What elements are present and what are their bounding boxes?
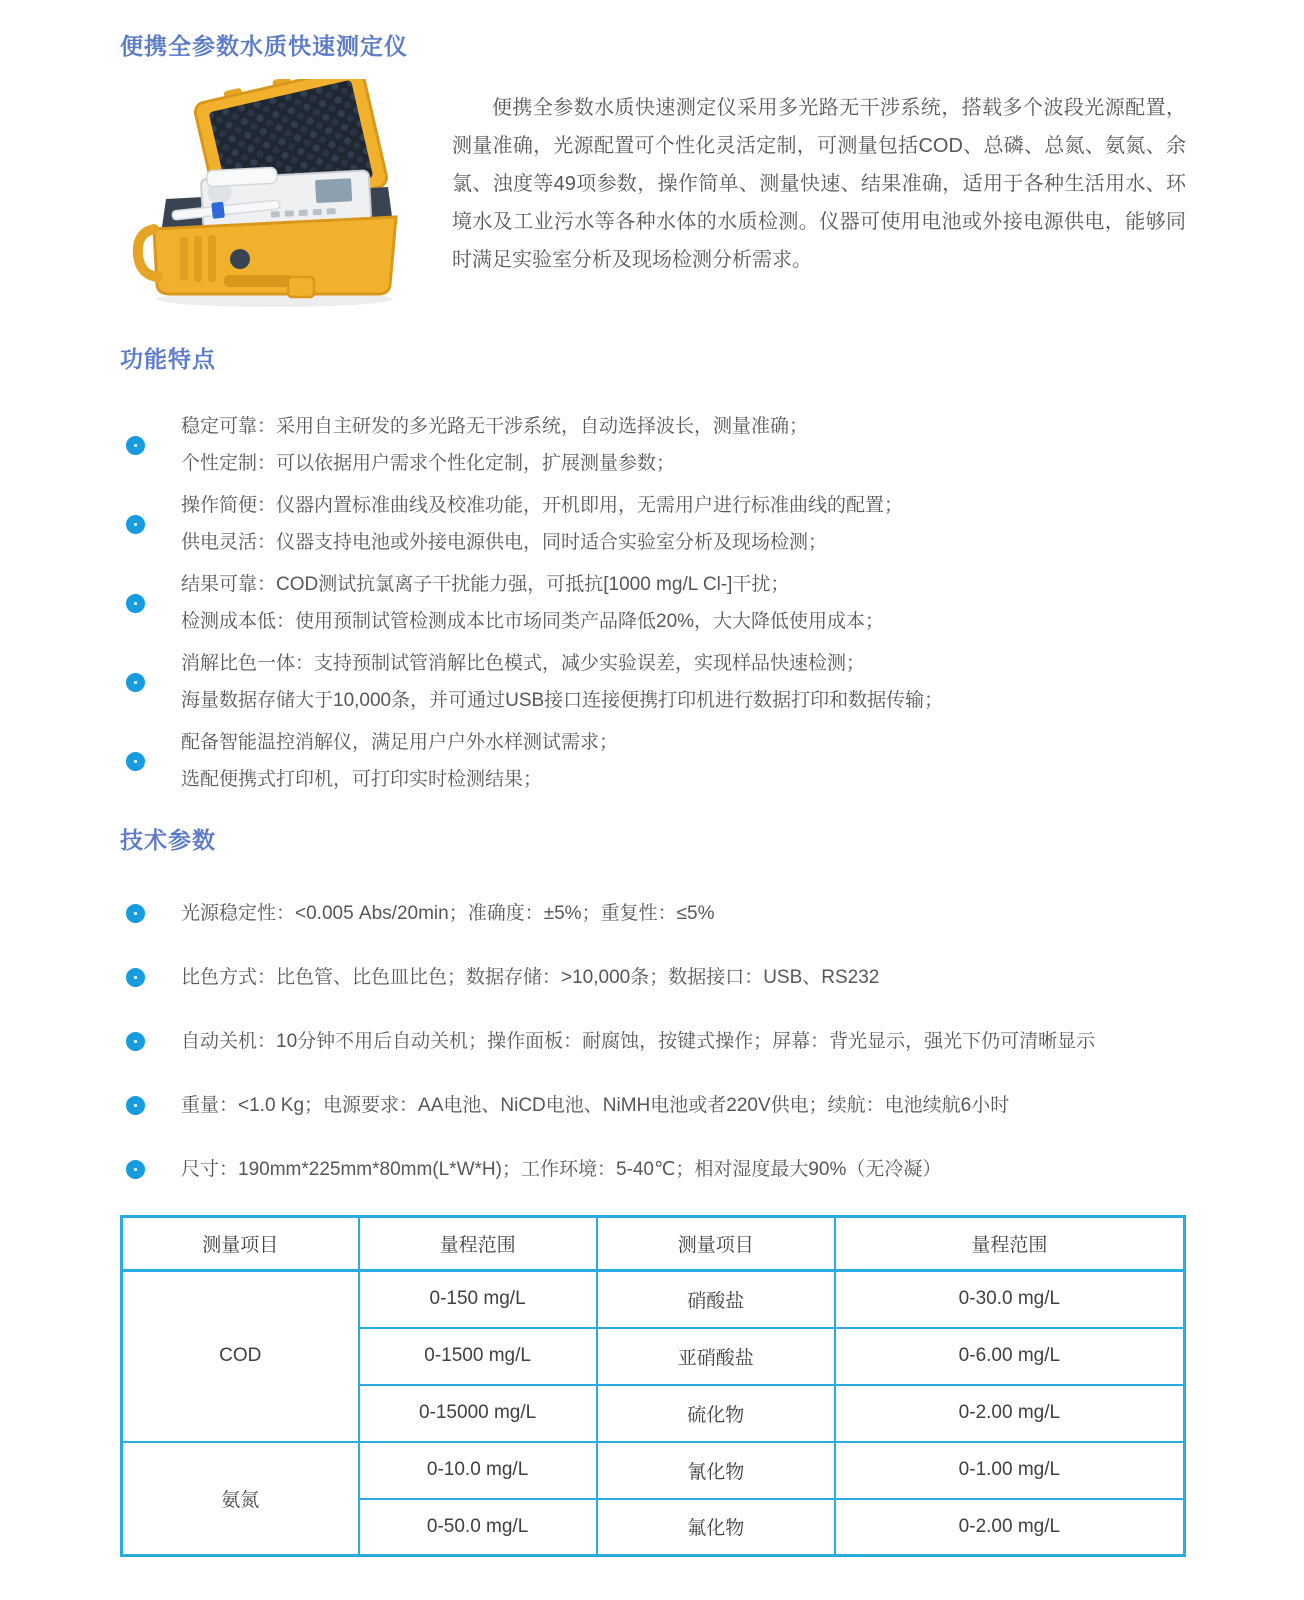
feature-item [120, 408, 1186, 482]
feature-line: 稳定可靠：采用自主研发的多光路无干涉系统，自动选择波长，测量准确； [181, 416, 809, 437]
feature-line: 配备智能温控消解仪，满足用户户外水样测试需求； [181, 732, 619, 753]
feature-line: 海量数据存储大于10,000条，并可通过USB接口连接便携打印机进行数据打印和数据传输； [181, 690, 944, 711]
yellow-hard-case-analyzer-photo [120, 79, 430, 314]
feature-item [120, 645, 1186, 719]
spec-line: 尺寸：190mm*225mm*80mm(L*W*H)；工作环境：5-40℃；相对湿度最大90%（无冷凝） [181, 1159, 942, 1180]
spec-line: 自动关机：10分钟不用后自动关机；操作面板：耐腐蚀，按键式操作；屏幕：背光显示，强光下仍可清晰显示 [181, 1031, 1096, 1052]
section-heading-features: 功能特点 [120, 346, 216, 372]
feature-line: 检测成本低：使用预制试管检测成本比市场同类产品降低20%，大大降低使用成本； [181, 611, 885, 632]
intro-section [120, 79, 1186, 311]
ring-bullet-icon [126, 594, 145, 613]
page-title: 便携全参数水质快速测定仪 [120, 33, 408, 59]
feature-item [120, 724, 1186, 798]
feature-line: 供电灵活：仪器支持电池或外接电源供电，同时适合实验室分析及现场检测； [181, 532, 828, 553]
ring-bullet-icon [126, 436, 145, 455]
table-cell-range: 0-2.00 mg/L [835, 1499, 1185, 1556]
table-cell-range: 0-30.0 mg/L [835, 1271, 1185, 1328]
table-cell-range: 0-150 mg/L [359, 1271, 597, 1328]
feature-line: 结果可靠：COD测试抗氯离子干扰能力强，可抵抗[1000 mg/L Cl-]干扰； [181, 574, 790, 595]
table-header-cell: 量程范围 [359, 1217, 597, 1271]
table-cell-range: 0-6.00 mg/L [835, 1328, 1185, 1385]
feature-item [120, 487, 1186, 561]
ring-bullet-icon [126, 904, 145, 923]
ring-bullet-icon [126, 1160, 145, 1179]
table-cell-range: 0-50.0 mg/L [359, 1499, 597, 1556]
spec-item [120, 1151, 1186, 1188]
table-cell-param-group: COD [122, 1271, 359, 1442]
spec-item [120, 1087, 1186, 1124]
feature-item [120, 566, 1186, 640]
feature-line: 操作简便：仪器内置标准曲线及校准功能，开机即用，无需用户进行标准曲线的配置； [181, 495, 904, 516]
spec-line: 比色方式：比色管、比色皿比色；数据存储：>10,000条；数据接口：USB、RS232 [181, 967, 880, 988]
table-cell-range: 0-1.00 mg/L [835, 1442, 1185, 1499]
table-header-cell: 量程范围 [835, 1217, 1185, 1271]
ring-bullet-icon [126, 673, 145, 692]
ring-bullet-icon [126, 1096, 145, 1115]
table-cell-param: 亚硝酸盐 [597, 1328, 835, 1385]
table-cell-param: 硫化物 [597, 1385, 835, 1442]
ring-bullet-icon [126, 1032, 145, 1051]
spec-item [120, 959, 1186, 996]
intro-paragraph: 便携全参数水质快速测定仪采用多光路无干涉系统，搭载多个波段光源配置，测量准确，光源配置可个性化灵活定制，可测量包括COD、总磷、总氮、氨氮、余氯、浊度等49项参数，操作简单、测量快速、结果准确，适用于各种生活用水、环境水及工业污水等各种水体的水质检测。仪器可使用电池或外接电源供电，能够同时满足实验室分析及现场检测分析需求。 [452, 97, 1186, 271]
table-cell-param: 硝酸盐 [597, 1271, 835, 1328]
table-header-cell: 测量项目 [597, 1217, 835, 1271]
spec-line: 重量：<1.0 Kg；电源要求：AA电池、NiCD电池、NiMH电池或者220V供电；续航：电池续航6小时 [181, 1095, 1010, 1116]
spec-line: 光源稳定性：<0.005 Abs/20min；准确度：±5%；重复性：≤5% [181, 903, 715, 924]
table-cell-range: 0-15000 mg/L [359, 1385, 597, 1442]
table-cell-range: 0-2.00 mg/L [835, 1385, 1185, 1442]
table-header-row [122, 1217, 1185, 1271]
table-header-cell: 测量项目 [122, 1217, 359, 1271]
feature-line: 个性定制：可以依据用户需求个性化定制，扩展测量参数； [181, 453, 676, 474]
table-cell-range: 0-1500 mg/L [359, 1328, 597, 1385]
feature-line: 选配便携式打印机，可打印实时检测结果； [181, 769, 543, 790]
table-cell-param: 氟化物 [597, 1499, 835, 1556]
feature-line: 消解比色一体：支持预制试管消解比色模式，减少实验误差，实现样品快速检测； [181, 653, 866, 674]
table-cell-param: 氰化物 [597, 1442, 835, 1499]
section-heading-specs: 技术参数 [120, 827, 216, 853]
spec-item [120, 895, 1186, 932]
table-cell-param-group: 氨氮 [122, 1442, 359, 1556]
ring-bullet-icon [126, 968, 145, 987]
ring-bullet-icon [126, 515, 145, 534]
spec-list [120, 895, 1186, 1188]
table-row [122, 1271, 1185, 1328]
spec-item [120, 1023, 1186, 1060]
product-photo [120, 79, 430, 311]
ring-bullet-icon [126, 752, 145, 771]
feature-list [120, 408, 1186, 798]
table-row [122, 1442, 1185, 1499]
table-cell-range: 0-10.0 mg/L [359, 1442, 597, 1499]
params-table [120, 1215, 1186, 1557]
